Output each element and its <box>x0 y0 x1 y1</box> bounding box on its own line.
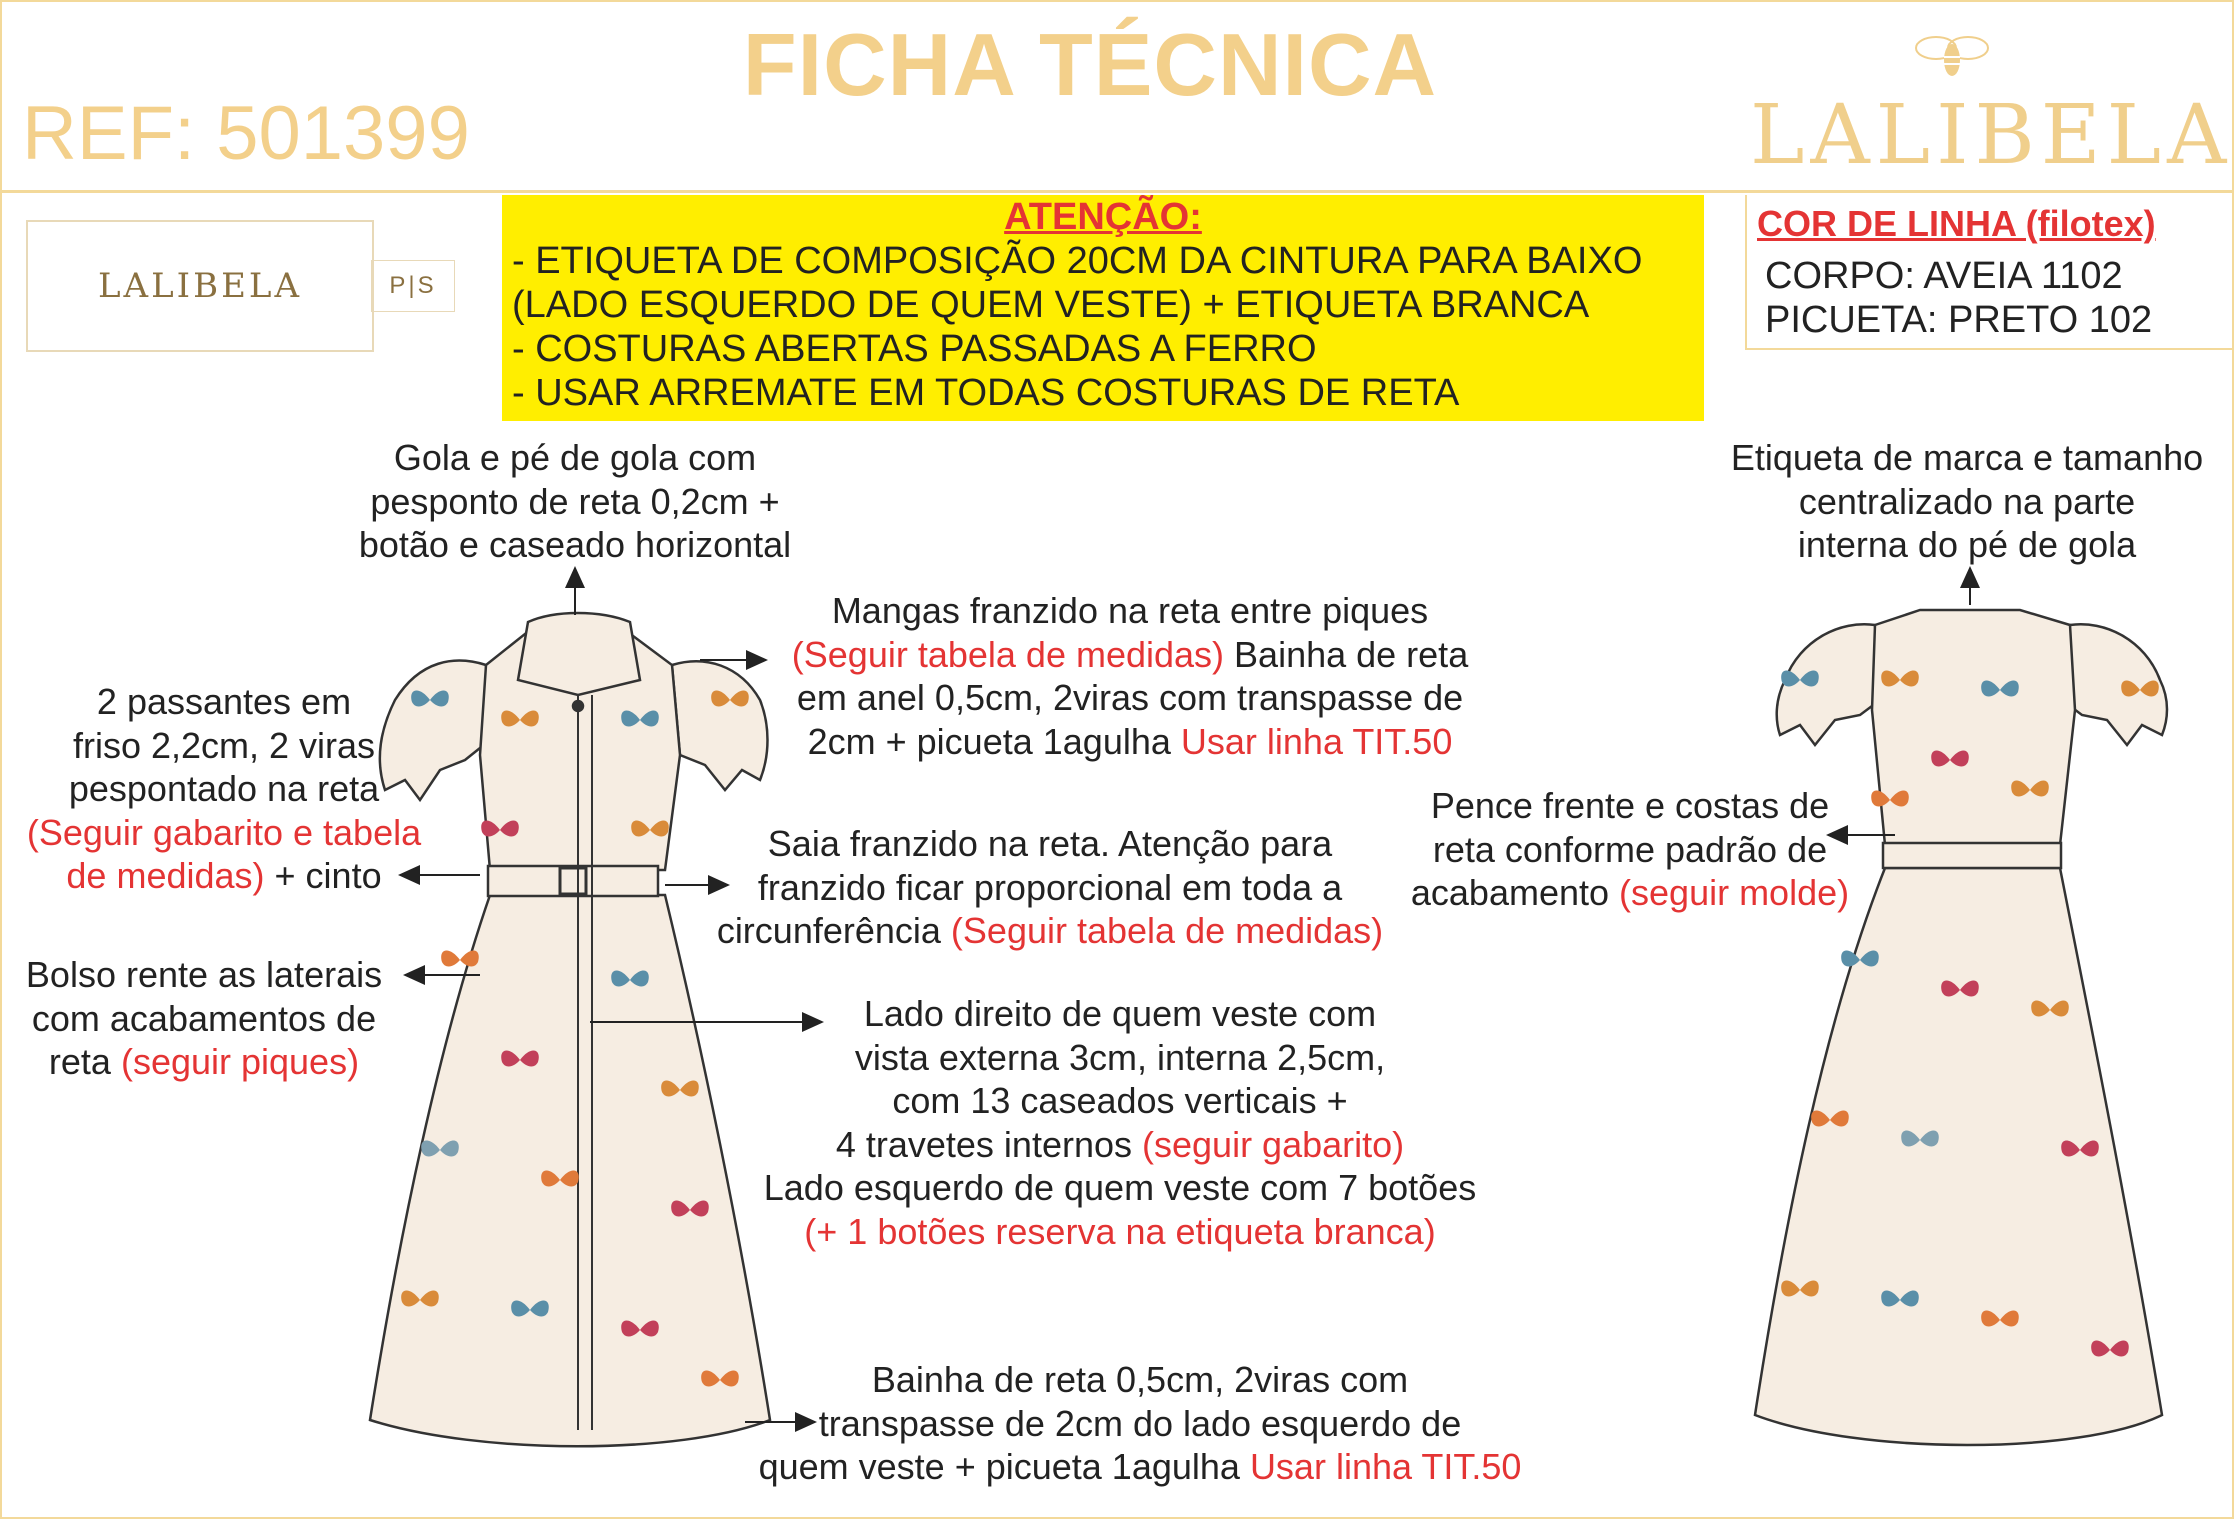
brand-logo: LALIBELA <box>1750 88 2233 183</box>
back-dress <box>1755 610 2167 1445</box>
collar-note: Gola e pé de gola com pesponto de reta 0,2cm + botão e caseado horizontal <box>358 437 792 565</box>
back-belt <box>1883 843 2061 868</box>
brand-label: LALIBELA <box>26 220 374 352</box>
attention-line: - ETIQUETA DE COMPOSIÇÃO 20CM DA CINTURA PARA BAIXO <box>512 240 1643 282</box>
pocket-note: Bolso rente as laterais com acabamentos de reta (seguir piques) <box>25 954 383 1082</box>
dart-note: Pence frente e costas de reta conforme padrão de acabamento (seguir molde) <box>1410 785 1850 913</box>
hem-note: Bainha de reta 0,5cm, 2viras com transpasse de 2cm do lado esquerdo de quem veste + picueta 1agulha Usar linha TIT.50 <box>758 1359 1522 1487</box>
front-belt <box>488 866 658 896</box>
attention-line: (LADO ESQUERDO DE QUEM VESTE) + ETIQUETA BRANCA <box>512 284 1590 326</box>
back-skirt <box>1755 868 2162 1445</box>
attention-heading: ATENÇÃO: <box>1004 196 1202 238</box>
front-right-sleeve <box>672 661 768 790</box>
thread-color-title: COR DE LINHA (filotex) <box>1757 203 2156 244</box>
front-skirt <box>370 895 770 1446</box>
thread-color-picueta: PICUETA: PRETO 102 <box>1765 299 2153 341</box>
belt-loops-note: 2 passantes em friso 2,2cm, 2 viras pespontado na reta (Seguir gabarito e tabela de medidas) + cinto <box>26 681 422 896</box>
back-bodice <box>1872 610 2075 845</box>
button-icon <box>573 701 583 711</box>
page-title: FICHA TÉCNICA <box>742 15 1438 114</box>
front-collar <box>518 613 640 695</box>
size-label: P|S <box>371 260 455 312</box>
sleeve-note: Mangas franzido na reta entre piques (Seguir tabela de medidas) Bainha de reta em anel 0,5cm, 2viras com transpasse de 2cm + picueta 1agulha Usar linha TIT.50 <box>791 590 1469 762</box>
reference-code: REF: 501399 <box>22 91 470 176</box>
attention-line: - COSTURAS ABERTAS PASSADAS A FERRO <box>512 328 1317 370</box>
brand-label-note: Etiqueta de marca e tamanho centralizado na parte interna do pé de gola <box>1730 437 2204 565</box>
attention-line: - USAR ARREMATE EM TODAS COSTURAS DE RETA <box>512 372 1460 414</box>
skirt-note: Saia franzido na reta. Atenção para franzido ficar proporcional em toda a circunferência (Seguir tabela de medidas) <box>716 823 1384 951</box>
placket-note: Lado direito de quem veste com vista externa 3cm, interna 2,5cm, com 13 caseados verticais + 4 travetes internos (seguir gabarito) Lado esquerdo de quem veste com 7 botões (+ 1 botões reserva na etiqueta branca) <box>763 993 1477 1252</box>
thread-color-body: CORPO: AVEIA 1102 <box>1765 255 2123 297</box>
